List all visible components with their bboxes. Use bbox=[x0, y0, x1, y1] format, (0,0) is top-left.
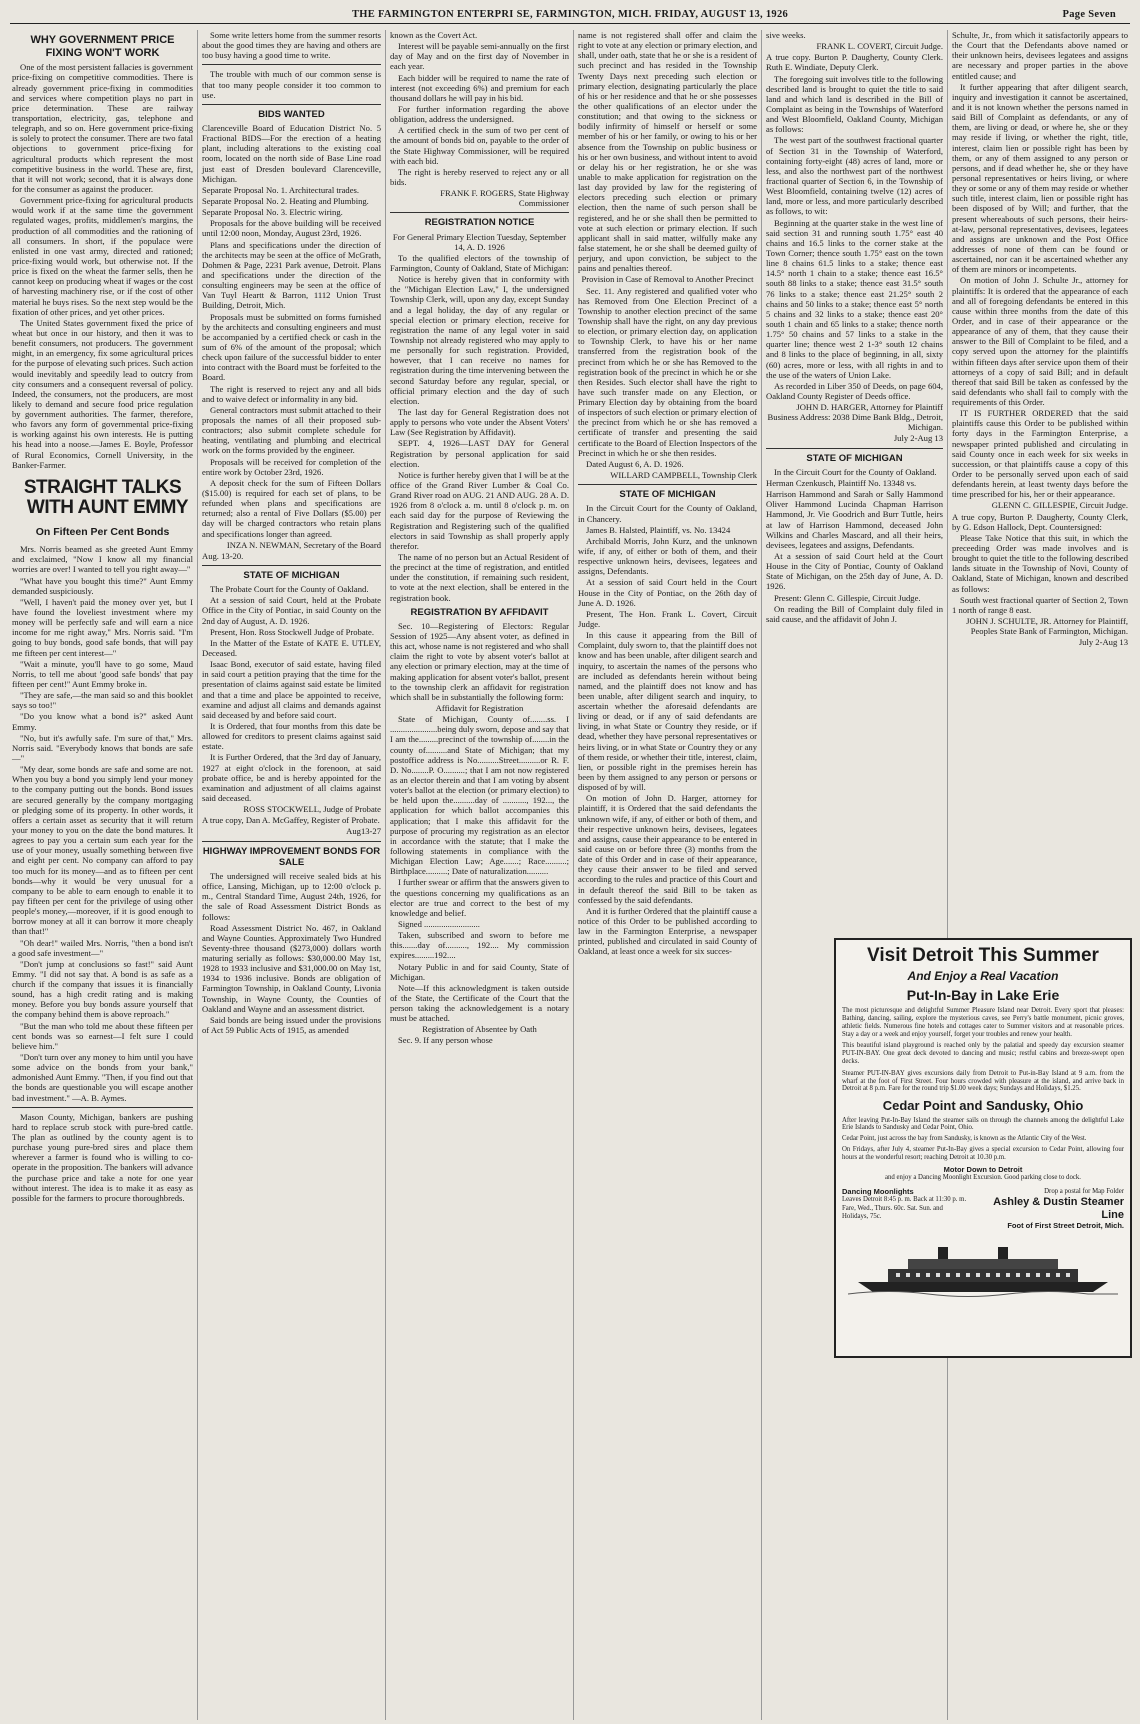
paragraph: Note—If this acknowledgment is taken outside of the State, the Certificate of the Court that the person taking the acknowledgement is a notary must be attached. bbox=[390, 982, 569, 1024]
divider bbox=[12, 1107, 193, 1108]
column-5 bbox=[762, 30, 948, 1720]
headline-price-fixing: WHY GOVERNMENT PRICE FIXING WON'T WORK bbox=[30, 34, 175, 59]
paragraph: Separate Proposal No. 2. Heating and Plumbing. bbox=[202, 196, 369, 207]
paragraph: "What have you bought this time?" Aunt Emmy demanded suspiciously. bbox=[12, 575, 193, 596]
paragraph: James B. Halsted, Plaintiff, vs. No. 13424 bbox=[586, 524, 731, 535]
signature: INZA N. NEWMAN, Secretary of the Board bbox=[226, 539, 381, 550]
subhead: Affidavit for Registration bbox=[435, 702, 524, 713]
paragraph: For further information regarding the above obligation, address the undersigned. bbox=[390, 103, 569, 125]
true-copy: A true copy. Burton P. Daugherty, County Clerk. Ruth E. Windiate, Deputy Clerk. bbox=[766, 52, 943, 73]
headline-highway-bonds: HIGHWAY IMPROVEMENT BONDS FOR SALE bbox=[202, 845, 381, 868]
paragraph: Notice is hereby given that in conformity with the "Michigan Election Law," I, the undersigned Township Clerk, will, upon any day, except Sunday and a legal holiday, the day of any regular or special election or primary election, receive for registration the name of any legal voter in said Township not already registered who may apply to me personally for such registration. Provided, however, that I can receive no names for registration during the time intervening between the second Saturday before any regular, special, or official primary election and the day of such election. bbox=[390, 274, 569, 406]
paragraph: It further appearing that after diligent search, inquiry and investigation it cannot be ascertained, and it is not known whether the persons named in said Bill of Complaint as defendants, or any of them, are living or dead, or where he, she or they may reside if living, or whether the right, title, interest, claim lien or possible right has been by them, or any of them assigned to any person or persons, and if dead whether he, she or they have personal representatives or heirs living, or where they or some or any of them may reside or whether such title, interest claim, lien or possible right has been disposed of by Will; and further, that the present whereabouts of such persons, their heirs-at-law, personal representatives, devisees, legatees and assigns are unknown and the Post Office addresses of none of them can be found or ascertained, nor can it be ascertained whether any of them are minors or incompetents. bbox=[952, 81, 1128, 275]
paragraph: SEPT. 4, 1926—LAST DAY for General Registration by personal application for said election. bbox=[390, 438, 569, 469]
paragraph: Sec. 11. Any registered and qualified voter who has Removed from One Election Precinct of a Township to another election precinct of the same Township shall have the right, on any day previous to election, or primary election day, on application to Township Clerk, to have his or her name transferred from the registration book of the precinct from which he or she has Removed to the registration book of the precinct in which he or she then Resides. Such elector shall have the right to have such transfer made on any Election, or Primary Election day by obtaining from the board of inspectors of such election or primary election of the precinct from which he or she has removed a certificate of transfer and presenting the said certificate to the Board of Election Inspectors of the Precinct in which he or she then resides. bbox=[578, 285, 757, 458]
paragraph: As recorded in Liber 350 of Deeds, on page 604, Oakland County Register of Deeds office. bbox=[766, 380, 943, 401]
signature: WILLARD CAMPBELL, Township Clerk bbox=[610, 470, 757, 481]
paragraph: Isaac Bond, executor of said estate, having filed in said court a petition praying that the time for the presentation of claims against said estate be limited and that a time and place be appointed to receive, examine and adjust all claims and demands against said deceased by and before said court. bbox=[202, 659, 381, 720]
paragraph: Present, Hon. Ross Stockwell Judge of Probate. bbox=[210, 626, 374, 637]
date-line: July 2-Aug 13 bbox=[893, 433, 943, 444]
paragraph: The United States government fixed the price of wheat but once in our history, and then it was to benefit consumers, not producers. The government might, in an emergency, fix some agricultural prices for the purpose of elevating such prices. Such action would inevitably and speedily lead to outcry from city consumers and a consequent reversal of policy. Indeed, the consumers, not the producers, are most likely to demand and secure food price regulation by government authorities. The farmer, therefore, who favors any form of governmental price-fixing is working against his own interests. He is putting his head into a noose.—James E. Boyle, Professor of Rural Economics, Cornell University, in the Banker-Farmer. bbox=[12, 317, 193, 470]
advertisement-detroit bbox=[834, 938, 1132, 1358]
paragraph: South west fractional quarter of Section 2, Town 1 north of range 8 east. bbox=[952, 594, 1128, 615]
paragraph: Mrs. Norris beamed as she greeted Aunt Emmy and exclaimed, "Now I know all my financial worries are over! I wanted to tell you right away—" bbox=[12, 544, 193, 575]
headline-line: WITH AUNT EMMY bbox=[26, 496, 189, 518]
columns bbox=[8, 30, 1132, 1720]
paragraph: The right is hereby reserved to reject any or all bids. bbox=[390, 166, 569, 187]
paragraph: Signed .......................... bbox=[398, 918, 480, 929]
signature: JOHN D. HARGER, Attorney for Plaintiff Business Address: 2038 Dime Bank Bldg., Detroit, Michigan. bbox=[767, 402, 943, 433]
paragraph: To the qualified electors of the township of Farmington, County of Oakland, State of Michigan: bbox=[390, 252, 569, 274]
signature: FRANK F. ROGERS, State Highway Commissioner bbox=[440, 188, 569, 209]
divider bbox=[202, 104, 381, 105]
headline-state-of-michigan: STATE OF MICHIGAN bbox=[619, 489, 716, 501]
paragraph: "Well, I haven't paid the money over yet, but I have found the loveliest investment where my money will be perfectly safe and will earn a nice income for me right away," Mrs. Norris said. "I'm going to buy bonds, good safe bonds, that will pay me fifteen per cent interest—" bbox=[12, 596, 193, 658]
paragraph: General contractors must submit attached to their proposals the names of all their proposed sub-contractors; also submit complete schedule for heating, ventilating and plumbing and electrical work on the forms provided by the engineer. bbox=[202, 404, 381, 456]
ad-dancing-block bbox=[842, 1188, 969, 1231]
ad-cedar-point: Cedar Point and Sandusky, Ohio bbox=[882, 1098, 1084, 1114]
paragraph: "Wait a minute, you'll have to go some, Maud Norris, to tell me about 'good safe bonds' that pay fifteen per cent!" Aunt Emmy broke in. bbox=[12, 658, 193, 689]
paragraph: Proposals will be received for completion of the entire work by October 23rd, 1926. bbox=[202, 456, 381, 477]
paragraph: The foregoing suit involves title to the following described land is brought to quiet the title to said land and which land is described in the Bill of Complaint as being in the Townships of Waterford and West Bloomfield, Oakland County, Michigan as follows: bbox=[766, 73, 943, 135]
paragraph: Herman Czenkusch, Plaintiff No. 13348 vs. bbox=[766, 477, 917, 488]
ad-ashley-dustin: Ashley & Dustin Steamer Line bbox=[993, 1195, 1124, 1221]
paragraph: On motion of John D. Harger, attorney for plaintiff, it is Ordered that the said defendants the unknown wife, if any, of either or both of them, and their respective unknown heirs, devisees, legatees and assigns, cause their appearance to be entered in said cause on or before three (3) months from the date of this Order and in case of their appearance, they cause their answer to be filed and served according to the rules and practice of this Court and in default thereof the said Bill to be taken as confessed by the said defendants. bbox=[578, 793, 757, 905]
divider bbox=[202, 565, 381, 566]
divider bbox=[766, 448, 943, 449]
page-number: Page Seven bbox=[1062, 9, 1116, 20]
divider bbox=[202, 64, 381, 65]
ad-title: Visit Detroit This Summer bbox=[867, 945, 1099, 966]
ad-text: After leaving Put-In-Bay Island the steamer sails on through the channels among the delightful Lake Erie Islands to Sandusky and Cedar Point, Ohio. bbox=[842, 1116, 1124, 1132]
paragraph: Mason County, Michigan, bankers are pushing hard to replace scrub stock with pure-bred cattle. The plan as outlined by the county agent is to purchase young pure-bred sires and place them wherever a farmer is found who is willing to co-operate in the proposition. The bankers will advance the purchase price and take a note for one year without interest. The idea is to make it as easy as possible for the farmers to procure thoroughbreds. bbox=[12, 1111, 193, 1203]
date-line: July 2-Aug 13 bbox=[1078, 637, 1128, 648]
paragraph: It is Ordered, that four months from this date be allowed for creditors to present claims against said estate. bbox=[202, 720, 381, 752]
paragraph: On motion of John J. Schulte Jr., attorney for plaintiffs: It is ordered that the appearance of each and all of foregoing defendants be entered in this cause within three months from the date of this Order, and in case of their appearance or the appearance of any of them, that they cause their answer to the Bill of Complaint to be filed, and a copy served upon the attorney for the plaintiffs within fifteen days after service upon them of their attorneys of a copy of said Bill; and in default thereof that said Bill be taken as confessed by the said defendants who shall fail to comply with the requirements of this Order. bbox=[952, 275, 1128, 408]
paragraph: The trouble with much of our common sense is that too many people consider it too common to use. bbox=[202, 69, 381, 100]
paragraph: Present: Glenn C. Gillespie, Circuit Judge. bbox=[774, 592, 921, 603]
subhead: For General Primary Election Tuesday, September 14, A. D. 1926 bbox=[392, 231, 567, 252]
date-line: Aug. 13-20. bbox=[202, 550, 244, 561]
paragraph: In this cause it appearing from the Bill of Complaint, duly sworn to, that the plaintiff does not know and has been unable, after diligent search and inquiry, to ascertain the names of the persons who are included as defendants herein without being named, and the plaintiff does not know and has been unable, after diligent search and inquiry, to ascertain whether the aforesaid defendants are living or dead, or if any of said defendants are living, in what State or Country they reside, or if dead, whether they have personal representatives or heirs living, or in what State or Country they or any of them reside, or whether their title, interest, claim, lien, or possible right in the premises herein has been by them assigned to any person or persons or disposed of by will. bbox=[578, 630, 757, 793]
paragraph: Taken, subscribed and sworn to before me this.......day of.........., 192.... My commission expires.........192.... bbox=[390, 930, 569, 961]
paragraph: name is not registered shall offer and claim the right to vote at any election or primary election, and shall, under oath, state that he or she is a resident of such precinct and has resided in the Township Twenty Days next preceding such election or primary election, designating particularly the place of his or her residence and that he or she possesses the other qualifications of an elector under the constitution; and that owing to the sickness or bodily infirmity of himself or herself or some member of his or her family, or owing to his or her absence from the Township on public business or his or her own business, and without intent to avoid or delay his or her registration, he or she was unable to make application for registration on the last day provided by law for the registering of electors preceding such election or primary election, then the name of such person shall be registered, and he or she shall then be permitted to vote at such election or primary election. If such applicant shall in said matter, wilfully make any false statement, he or she shall be deemed guilty of perjury, and upon conviction, be subject to the pains and penalties thereof. bbox=[578, 30, 757, 274]
paragraph: "They are safe,—the man said so and this booklet says so too!" bbox=[12, 690, 193, 711]
paragraph: I further swear or affirm that the answers given to the questions concerning my qualifications as an elector are true and correct to the best of my knowledge and belief. bbox=[390, 877, 569, 918]
subhead-bonds: On Fifteen Per Cent Bonds bbox=[35, 525, 170, 538]
paragraph: "Don't turn over any money to him until you have some advice on the bonds from your bank," admonished Aunt Emmy. "Then, if you find out that the bonds are questionable you will escape another bad investment." —A. B. Aymes. bbox=[12, 1052, 193, 1103]
paragraph: It is Further Ordered, that the 3rd day of January, 1927 at eight o'clock in the forenoon, at said probate office, be and is hereby appointed for the examination and adjustment of all claims against said deceased. bbox=[202, 752, 381, 803]
paragraph: Notice is further hereby given that I will be at the office of the Grand River Lumber & Coal Co. Grand River road on AUG. 21 AND AUG. 28 A. D. 1926 from 8 o'clock a. m. until 8 o'clock p. m. on each said day for the purpose of Reviewing the Registration and Registering such of the qualified electors in said Township as shall properly apply therefor. bbox=[390, 469, 569, 551]
headline-registration-affidavit: REGISTRATION BY AFFIDAVIT bbox=[410, 606, 549, 618]
ad-text: The most picturesque and delightful Summer Pleasure Island near Detroit. Every sport that pleases: Bathing, dancing, sailing, explore the mysterious caves, see Perry's battle monument, picnic groves, athletic fields. Numerous fine hotels and cottages cater to Summer visitors and at reasonable prices. Stay a day or a week and enjoy yourself, forget your troubles and renew your health. bbox=[842, 1007, 1124, 1038]
signature: GLENN C. GILLESPIE, Circuit Judge. bbox=[991, 500, 1128, 511]
masthead-title: THE FARMINGTON ENTERPRI SE, FARMINGTON, MICH. FRIDAY, AUGUST 13, 1926 bbox=[351, 9, 789, 20]
ad-text: Cedar Point, just across the bay from Sandusky, is known as the Atlantic City of the West. bbox=[842, 1135, 1087, 1143]
paragraph: And it is further Ordered that the plaintiff cause a notice of this Order to be published according to law in the Farmington Enterprise, a newspaper printed, published and circulated in said County of Oakland, at least once a week for six succes- bbox=[578, 905, 757, 957]
ad-motor: Motor Down to Detroit bbox=[943, 1164, 1023, 1174]
column-3 bbox=[386, 30, 574, 1720]
paragraph: A certified check in the sum of two per cent of the amount of bonds bid on, payable to the order of the State Highway Commissioner, will be required with each bid. bbox=[390, 125, 569, 166]
headline-line: STRAIGHT TALKS bbox=[23, 476, 182, 498]
paragraph: Harrison Hammond and Sarah or Sally Hammond Oliver Hammond Lucinda Chapman Harrison Hammond, Jr. Vie Goodrich and Burr Tuttle, heirs at law of Harrison Hammond, deceased John Wilkins and Charles Mascard, and all their heirs, devisees, legatees and assigns, Defendants. bbox=[766, 489, 943, 550]
ad-address: Foot of First Street Detroit, Mich. bbox=[1007, 1220, 1124, 1230]
paragraph: IT IS FURTHER ORDERED that the said plaintiffs cause this Order to be published within forty days in the Farmington Enterprise, a newspaper printed published and circulating in said County once in each week for six weeks in succession, or that plaintiffs cause a copy of this Order to be personally served upon each of said defendants herein, at least twenty days before the time prescribed for his, her or their appearance. bbox=[952, 408, 1128, 500]
paragraph: Notary Public in and for said County, State of Michigan. bbox=[390, 961, 569, 982]
paragraph: Said bonds are being issued under the provisions of Act 59 Public Acts of 1915, as amended bbox=[202, 1014, 381, 1036]
paragraph: Please Take Notice that this suit, in which the preceeding Order was made involves and is brought to quiet the title to the following described lands situate in the Township of Novi, County of Oakland, State of Michigan, known and described as follows: bbox=[952, 532, 1128, 594]
paragraph: In the Circuit Court for the County of Oakland, in Chancery. bbox=[578, 503, 757, 524]
article-price-fixing bbox=[12, 62, 193, 470]
paragraph: Proposals for the above building will be received until 12:00 noon, Monday, August 23rd, 1926. bbox=[202, 218, 381, 239]
paragraph: In the Matter of the Estate of KATE E. UTLEY, Deceased. bbox=[202, 637, 381, 658]
date-line: Dated August 6, A. D. 1926. bbox=[586, 458, 684, 469]
paragraph: Government price-fixing for agricultural products would work if at the same time the government regulated wages, profits, middlemen's margins, the production of all commodities and the rationing of all consumers. In short, if the populace were enlisted in one vast army, directed and rationed; price-fixing would work, but otherwise not. If the price is fixed on the wheat the farmer sells, then he cannot keep on producing wheat if wages or the cost of harvesting machinery rise, or if the cost of other material he buys rises. So the next step would be the fixation of other prices, and yet other prices. bbox=[12, 195, 193, 317]
ad-dancing-text: Leaves Detroit 8:45 p. m. Back at 11:30 p. m. Fare, Wed., Thurs. 60c. Sat. Sun. and Holidays, 75c. bbox=[842, 1196, 967, 1220]
paragraph: Plans and specifications under the direction of the architects may be seen at the office of McGrath, Dohmen & Page, 2231 Park avenue, Detroit. Plans and specifications under the direction of the consulting engineers may be seen at the office of Van Tuyl Heartt & Barron, 1112 Union Trust Building, Detroit, Mich. bbox=[202, 239, 381, 311]
paragraph: "But the man who told me about these fifteen per cent bonds was so earnest—I felt sure I could believe him." bbox=[12, 1020, 193, 1051]
ad-put-in-bay: Put-In-Bay in Lake Erie bbox=[906, 986, 1060, 1003]
column-4 bbox=[574, 30, 762, 1720]
ad-contact-block bbox=[977, 1188, 1124, 1231]
ad-subtitle: And Enjoy a Real Vacation bbox=[907, 969, 1059, 984]
paragraph: Some write letters home from the summer resorts about the good times they are having and others are too busy having a good time to write. bbox=[202, 30, 381, 61]
paragraph: The right is reserved to reject any and all bids and to waive defect or informality in any bid. bbox=[202, 383, 381, 404]
paragraph: Sec. 10—Registering of Electors: Regular Session of 1925—Any absent voter, as defined in this act, whose name is not registered and who shall claim the right to vote by absent voter's ballot at any election or primary election, may at the time of making application for absent voter's ballot, present to the township clerk an affidavit for registration which shall be in substantially the following form: bbox=[390, 620, 569, 702]
signature: FRANK L. COVERT, Circuit Judge. bbox=[816, 41, 943, 52]
ad-text: Steamer PUT-IN-BAY gives excursions daily from Detroit to Put-in-Bay Island at 9 a.m. from the wharf at the foot of First Street. Four hours crowded with pleasure at the island, and arrive back in Detroit at 8 p.m. Fare for the round trip $1.00 week days; Sundays and Holidays, $1.25. bbox=[842, 1069, 1124, 1093]
subhead: Provision in Case of Removal to Another Precinct bbox=[581, 274, 754, 285]
paragraph: One of the most persistent fallacies is government price-fixing on competitive commodities. There is already government price-fixing in commodities and services where competition plays no part in price determination. These are railway transportation, electricity, gas, telephone and telegraph, and so on. Here government price-fixing is solely to protect the consumer. There are two fatal objections to government price-fixing for agricultural products which represent the most competitive business in the world. These are, first, that it will not work; second, that it is always done for the consumer as against the producer. bbox=[12, 62, 193, 194]
paragraph: At a session of said Court, held at the Probate Office in the City of Pontiac, in said County on the 2nd day of August, A. D. 1926. bbox=[202, 595, 381, 626]
paragraph: The name of no person but an Actual Resident of the precinct at the time of registration, and entitled under the constitution, if remaining such resident, to vote at the next election, shall be entered in the registration book. bbox=[390, 551, 569, 603]
ad-text: This beautiful island playground is reached only by the palatial and speedy day excursion steamer PUT-IN-BAY. One great deck devoted to dancing and music; restful cabins and breeze-swept open decks. bbox=[842, 1042, 1124, 1065]
ad-text: On Fridays, after July 4, steamer Put-In-Bay gives a special excursion to Cedar Point, allowing four hours at the wonderful resort; reaching Detroit at 10.30 p.m. bbox=[842, 1145, 1124, 1161]
true-copy: A true copy, Dan A. McGaffey, Register of Probate. bbox=[202, 815, 380, 826]
subhead: Registration of Absentee by Oath bbox=[422, 1024, 537, 1035]
ad-dancing-head: Dancing Moonlights bbox=[842, 1186, 914, 1196]
date-line: Aug13-27 bbox=[346, 826, 381, 837]
paragraph: A deposit check for the sum of Fifteen Dollars ($15.00) is required for each set of plans, to be refunded when plans and specifications are returned; also a rental of Five Dollars ($5.00) per day will be charged contractors who retain plans and specifications longer than agreed. bbox=[202, 477, 381, 539]
paragraph: State of Michigan, County of........ss. I ......................being duly sworn, depose and say that I am the.........precinct of the township of........in the county of..........and State of Michigan; that my postoffice address is No..........Street..........or R. F. D. No........P. O..........; that I am not now registered as an elector therein and that I am voting by absent voter's ballot at the election (or primary election) to be held upon the..........day of ..........., 192..., the application for which ballot accompanies this application; that I make this affidavit for the purpose of procuring my registration as an elector in accordance with the statute; that I make the following statements in compliance with the Michigan Election Law; Age.......; Race..........; Birthplace..........; Date of naturalization.......... bbox=[390, 714, 569, 877]
steamer-ship-icon bbox=[848, 1237, 1118, 1297]
true-copy: A true copy, Burton P. Daugherty, County Clerk, by G. Edson Hallock, Dept. Countersigned: bbox=[952, 511, 1128, 532]
paragraph: Archibald Morris, John Kurz, and the unknown wife, if any, of either or both of them, and their respective unknown heirs, devisees, legatees and assigns, Defendants. bbox=[578, 535, 757, 577]
paragraph: known as the Covert Act. bbox=[390, 30, 478, 40]
paragraph: At a session of said Court held in the Court House in the City of Pontiac, on the 26th day of June A. D. 1926. bbox=[578, 577, 757, 608]
divider bbox=[390, 212, 569, 213]
headline-state-of-michigan: STATE OF MICHIGAN bbox=[806, 452, 903, 464]
column-1 bbox=[8, 30, 198, 1720]
paragraph: At a session of said Court held at the Court House in the City of Pontiac, County of Oakland State of Michigan, on the 25th day of June, A. D. 1926. bbox=[766, 550, 943, 592]
paragraph: "Don't jump at conclusions so fast!" said Aunt Emmy. "I did not say that. A bond is as safe as a church if the company that issues it is financially sound, has a high credit rating and is making money. Before you buy bonds assure yourself that the company behind them is above reproach." bbox=[12, 958, 193, 1020]
column-6 bbox=[948, 30, 1132, 930]
divider bbox=[202, 841, 381, 842]
headline-registration-notice: REGISTRATION NOTICE bbox=[424, 217, 535, 229]
paragraph: Present, The Hon. Frank L. Covert, Circuit Judge. bbox=[578, 608, 757, 629]
ad-text: and enjoy a Dancing Moonlight Excursion. Good parking close to dock. bbox=[885, 1174, 1081, 1182]
paragraph: Proposals must be submitted on forms furnished by the architects and consulting engineers and must be accompanied by a certified check or cash in the sum of 6% of the amount of the proposal; which check upon failure of the successful bidder to enter into contract with the Board must be forfeited to the Board. bbox=[202, 311, 381, 383]
ad-bottom-row bbox=[842, 1188, 1124, 1231]
paragraph: Separate Proposal No. 3. Electric wiring. bbox=[202, 207, 343, 218]
paragraph: The undersigned will receive sealed bids at his office, Lansing, Michigan, up to 12:00 o'clock p. m., Central Standard Time, August 24th, 1926, for the sale of Road Assessment District Bonds as follows: bbox=[202, 870, 381, 922]
paragraph: Sec. 9. If any person whose bbox=[398, 1035, 493, 1046]
paragraph: sive weeks. bbox=[766, 30, 806, 40]
masthead bbox=[10, 6, 1130, 24]
paragraph: "No, but it's awfully safe. I'm sure of that," Mrs. Norris said. "Everybody knows that bonds are safe—" bbox=[12, 732, 193, 763]
paragraph: On reading the Bill of Complaint duly filed in said cause, and the affidavit of John J. bbox=[766, 603, 943, 624]
paragraph: Clarenceville Board of Education District No. 5 Fractional BIDS—For the erection of a heating plant, including alterations to the existing coal room, located on the north side of Base Line road just east of Dresden boulevard Clarenceville, Michigan. bbox=[202, 123, 381, 184]
divider bbox=[578, 484, 757, 485]
paragraph: "Oh dear!" wailed Mrs. Norris, "then a bond isn't a good safe investment—" bbox=[12, 937, 193, 958]
headline-straight-talks bbox=[12, 478, 193, 518]
paragraph: The west part of the southwest fractional quarter of Section 31 in the Township of Waterford, containing forty-eight (48) acres of land, more or less, and also the northwest part of the northwest fractional quarter of Section 6, in the Township of West Bloomfield, containing twelve (12) acres of land, more or less, and more particularly described as follows, to wit: bbox=[766, 135, 943, 217]
paragraph: Interest will be payable semi-annually on the first day of May and on the first day of November in each year. bbox=[390, 41, 569, 72]
headline-bids-wanted: BIDS WANTED bbox=[258, 108, 325, 120]
article-aunt-emmy bbox=[12, 544, 193, 1203]
paragraph: Separate Proposal No. 1. Architectural trades. bbox=[202, 184, 360, 195]
headline-state-of-michigan: STATE OF MICHIGAN bbox=[243, 569, 340, 581]
paragraph: The last day for General Registration does not apply to persons who vote under the Absent Voters' Law (See Registration by Affidavit). bbox=[390, 406, 569, 438]
paragraph: Beginning at the quarter stake in the west line of said section 31 and running south 1.75° east 40 chains and 16.5 links to the corner stake at the Town Corner; thence south 1.75° east on the town line 8 chains 61.5 links to a stake; thence east 14.5° north 1 chain to a stake; thence east 16.5° south 88 links to a stake; thence east 31.5° south 76 links to a stake; thence east 21.25° south 2 chains and 50 links to a stake; thence east 5° north 5 chains and 32 links to a stake; thence east 20° south 1 chain and 65 links to a stake; thence north 1.75° 50 chains and 57 links to a stake in the quarter line; thence west 2 1-3° south 12 chains and 8 links to the place of beginning, in all, sixty (60) acres, more or less, with all rights in and to the use of the waters of Union Lake. bbox=[766, 217, 943, 380]
paragraph: In the Circuit Court for the County of Oakland. bbox=[774, 466, 937, 477]
paragraph: "Do you know what a bond is?" asked Aunt Emmy. bbox=[12, 711, 193, 732]
paragraph: The Probate Court for the County of Oakland. bbox=[210, 584, 369, 595]
signature: JOHN J. SCHULTE, JR. Attorney for Plaintiff, Peoples State Bank of Farmington, Michigan. bbox=[966, 616, 1128, 637]
ad-drop-postal: Drop a postal for Map Folder bbox=[1044, 1187, 1124, 1195]
paragraph: "My dear, some bonds are safe and some are not. When you buy a bond you simply lend your money to the company putting out the bonds. Bond issues are secured generally by the company mortgaging or pledging some of its property. In other words, it offers a certain asset as security that it will return your money to you on the date the bond matures. It agrees to pay you a certain sum each year for the use of your money, usually something between five and eight per cent. No company can afford to pay too much for its money—and as to fifteen per cent bonds—why it would be very unusual for a company to be able to earn enough to enable it to pay fifteen per cent for the privilege of using other people's money,—moreover, if it is good enough to borrow money at all it can borrow it more cheaply than that!" bbox=[12, 764, 193, 937]
paragraph: Schulte, Jr., from which it satisfactorily appears to the Court that the Defendants above named or their unknown heirs, devisees legatees and assigns are necessary and proper parties in the above entitled cause; and bbox=[952, 30, 1128, 81]
column-2 bbox=[198, 30, 386, 1720]
paragraph: Each bidder will be required to name the rate of interest (not exceeding 6%) and premium for each thousand dollars he will pay in his bid. bbox=[390, 72, 569, 103]
paragraph: Road Assessment District No. 467, in Oakland and Wayne Counties. Approximately Two Hundred Seventy-three thousand ($273,000) dollars worth maturing serially as follows: $30,000.00 May 1st, 1928 to 1933 inclusive and $31,000.00 on May 1st, 1934 to 1936 inclusive. Bonds are obligation of Farmington Township, in Oakland County, Livonia Township, in Wayne County, the Counties of Oakland and Wayne and an assessment district. bbox=[202, 922, 381, 1014]
signature: ROSS STOCKWELL, Judge of Probate bbox=[243, 804, 381, 815]
